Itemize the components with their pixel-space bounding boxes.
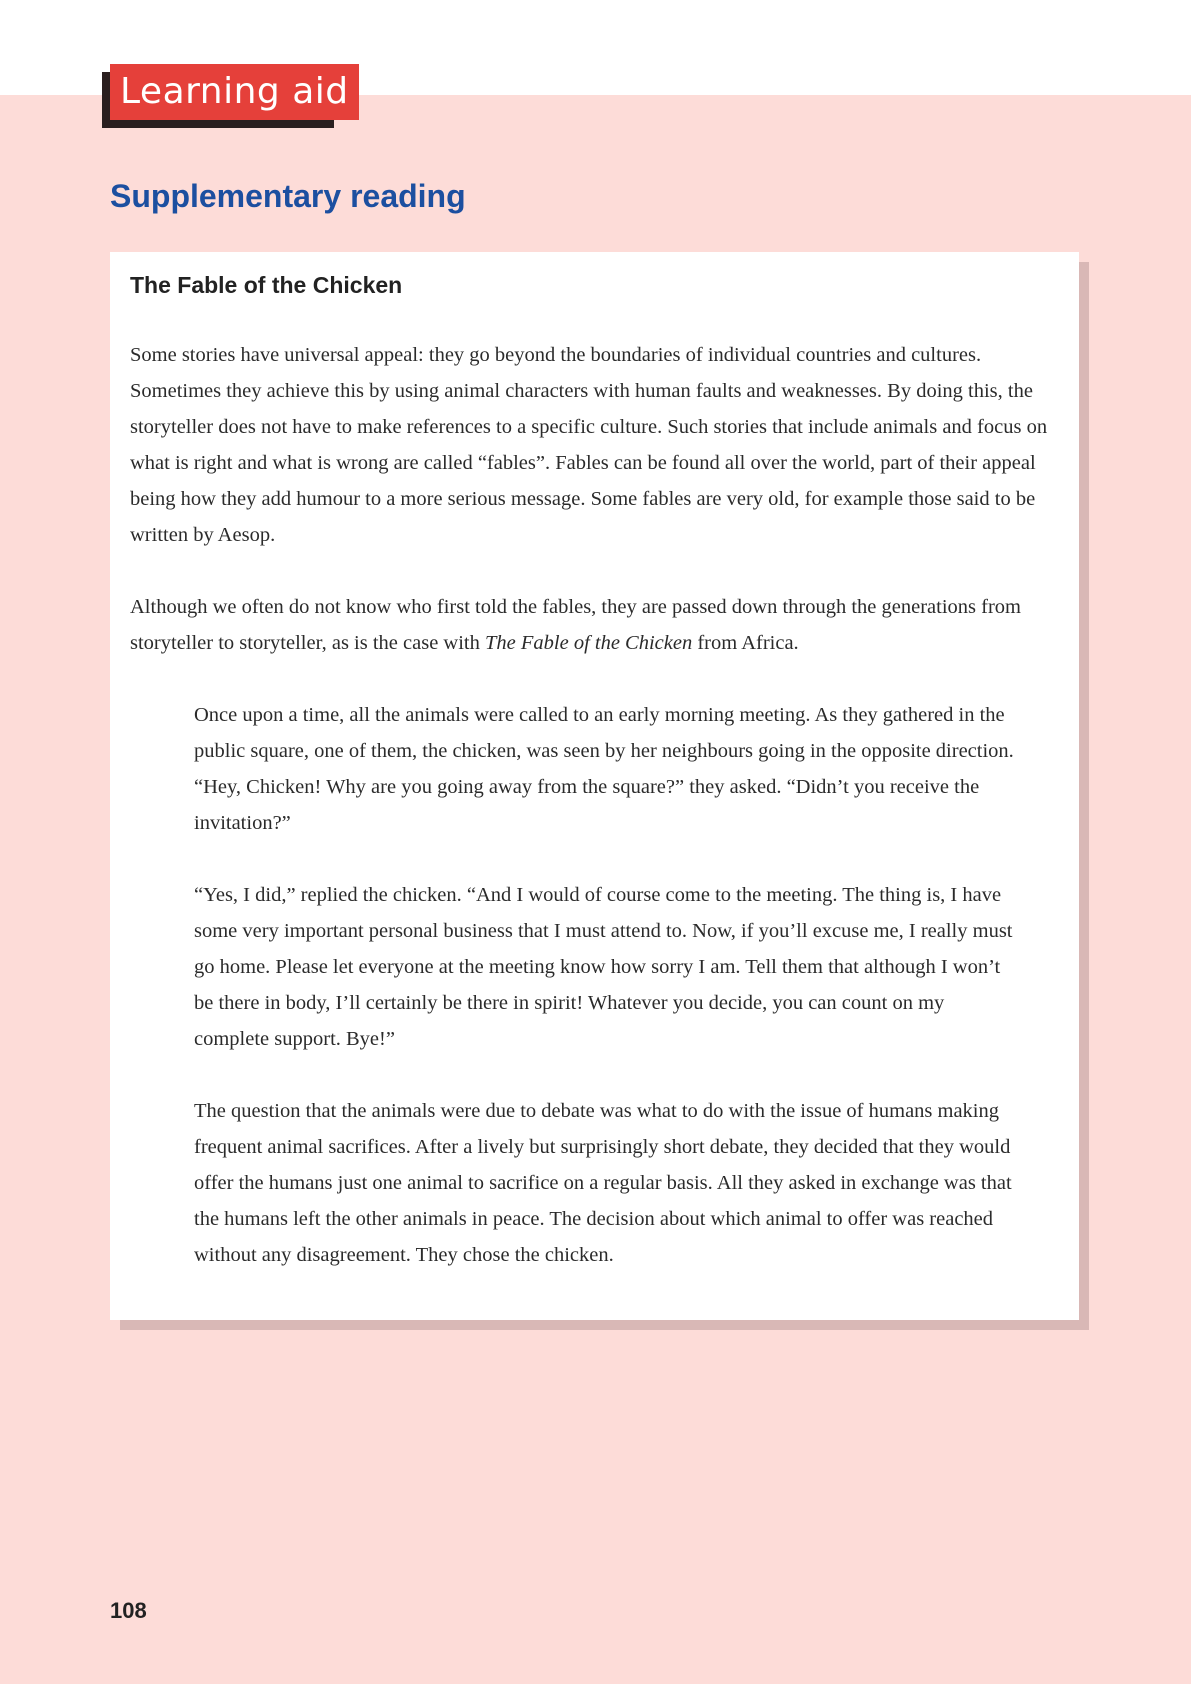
intro-paragraph-2-text-before: Although we often do not know who first told the fables, they are passed down through the generations from storyteller to storyteller, as is the case with <box>130 596 1021 654</box>
intro-paragraph-2-text-after: from Africa. <box>692 632 799 654</box>
learning-aid-tag-label: Learning aid <box>110 64 359 120</box>
intro-paragraph-1: Some stories have universal appeal: they go beyond the boundaries of individual countries and cultures. Sometimes they achieve this by using animal characters with human faults and weaknesses. By doing this, the storyteller does not have to make references to a specific culture. Such stories that include animals and focus on what is right and what is wrong are called “fables”. Fables can be found all over the world, part of their appeal being how they add humour to a more serious message. Some fables are very old, for example those said to be written by Aesop. <box>130 344 1048 546</box>
page-number: 108 <box>110 1598 147 1623</box>
reading-card <box>110 252 1079 1320</box>
story-paragraph-1: Once upon a time, all the animals were called to an early morning meeting. As they gathered in the public square, one of them, the chicken, was seen by her neighbours going in the opposite direction. “Hey, Chicken! Why are you going away from the square?” they asked. “Didn’t you receive the invitation?” <box>194 704 1014 834</box>
story-paragraph-2: “Yes, I did,” replied the chicken. “And I would of course come to the meeting. The thing is, I have some very important personal business that I must attend to. Now, if you’ll excuse me, I really must go home. Please let everyone at the meeting know how sorry I am. Tell them that although I won’t be there in body, I’ll certainly be there in spirit! Whatever you decide, you can count on my complete support. Bye!” <box>194 884 1013 1050</box>
fable-title-italic: The Fable of the Chicken <box>485 632 693 654</box>
story-title: The Fable of the Chicken <box>130 272 403 298</box>
learning-aid-tag <box>102 71 349 128</box>
section-title: Supplementary reading <box>110 178 466 214</box>
story-paragraph-3: The question that the animals were due to debate was what to do with the issue of humans making frequent animal sacrifices. After a lively but surprisingly short debate, they decided that they would offer the humans just one animal to sacrifice on a regular basis. All they asked in exchange was that the humans left the other animals in peace. The decision about which animal to offer was reached without any disagreement. They chose the chicken. <box>194 1100 1012 1266</box>
intro-paragraph-2 <box>130 589 1059 661</box>
